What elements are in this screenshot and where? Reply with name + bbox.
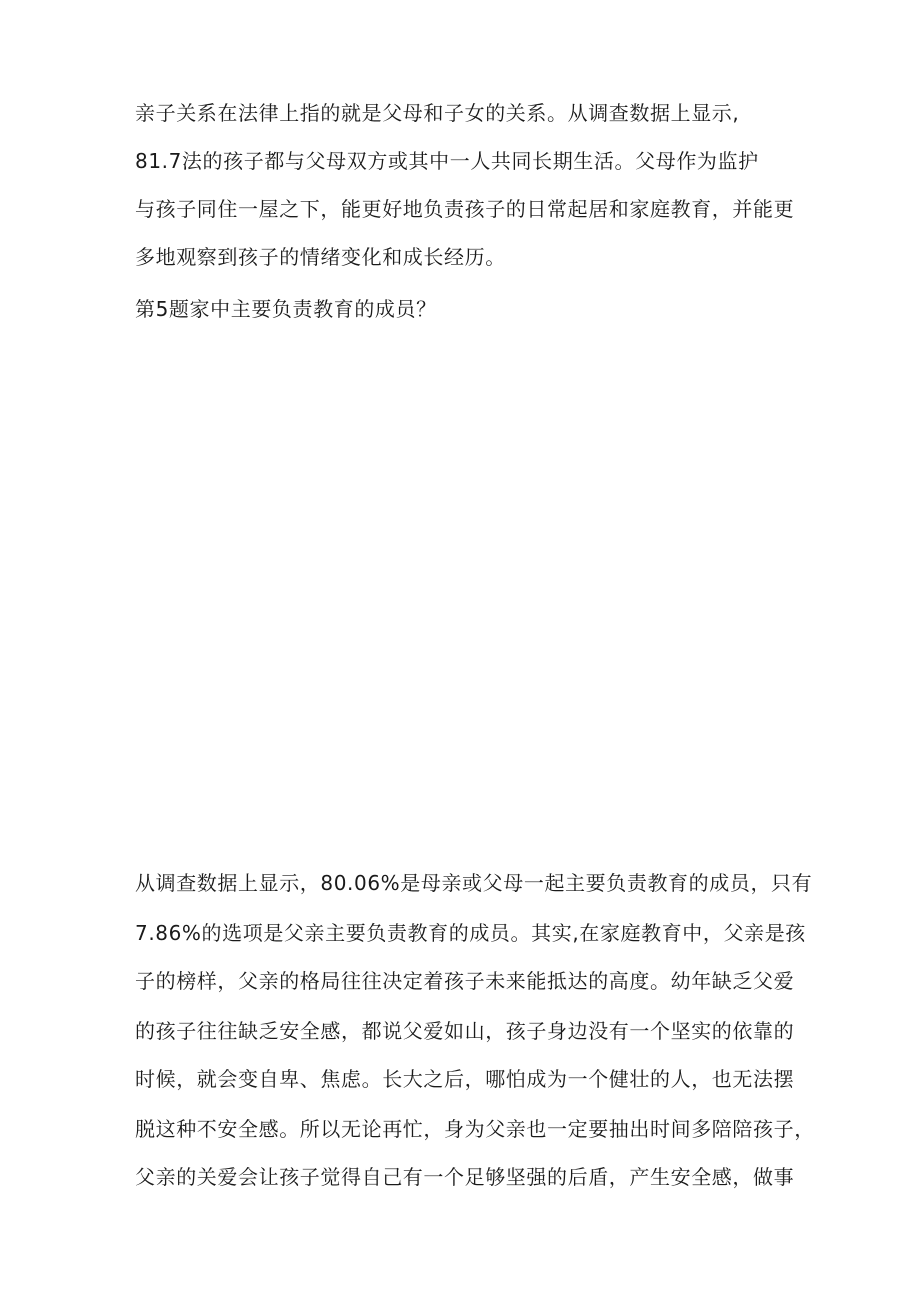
paragraph-2-line-5: 时候，就会变自卑、焦虑。长大之后，哪怕成为一个健壮的人，也无法摆 [135,1067,795,1091]
paragraph-1-line-4: 多地观察到孩子的情绪变化和成长经历。 [135,245,506,269]
paragraph-2-line-1: 从调查数据上显示，80.06%是母亲或父母一起主要负责教育的成员，只有 [135,871,813,895]
paragraph-1-line-3: 与孩子同住一屋之下，能更好地负责孩子的日常起居和家庭教育，并能更 [135,197,795,221]
paragraph-2-line-4: 的孩子往往缺乏安全感，都说父爱如山，孩子身边没有一个坚实的依靠的 [135,1019,795,1043]
chart-placeholder-area [135,345,785,845]
paragraph-1-line-1: 亲子关系在法律上指的就是父母和子女的关系。从调查数据上显示, [135,101,740,125]
paragraph-1-line-2: 81.7法的孩子都与父母双方或其中一人共同长期生活。父母作为监护 [135,149,759,173]
paragraph-2-line-2: 7.86%的选项是父亲主要负责教育的成员。其实,在家庭教育中，父亲是孩 [135,921,806,945]
paragraph-2-line-3: 子的榜样，父亲的格局往往决定着孩子未来能抵达的高度。幼年缺乏父爱 [135,969,795,993]
paragraph-2-line-6: 脱这种不安全感。所以无论再忙，身为父亲也一定要抽出时间多陪陪孩子， [135,1117,815,1141]
paragraph-2-line-7: 父亲的关爱会让孩子觉得自己有一个足够坚强的后盾，产生安全感，做事 [135,1165,795,1189]
question-heading: 第5题家中主要负责教育的成员？ [135,297,437,321]
